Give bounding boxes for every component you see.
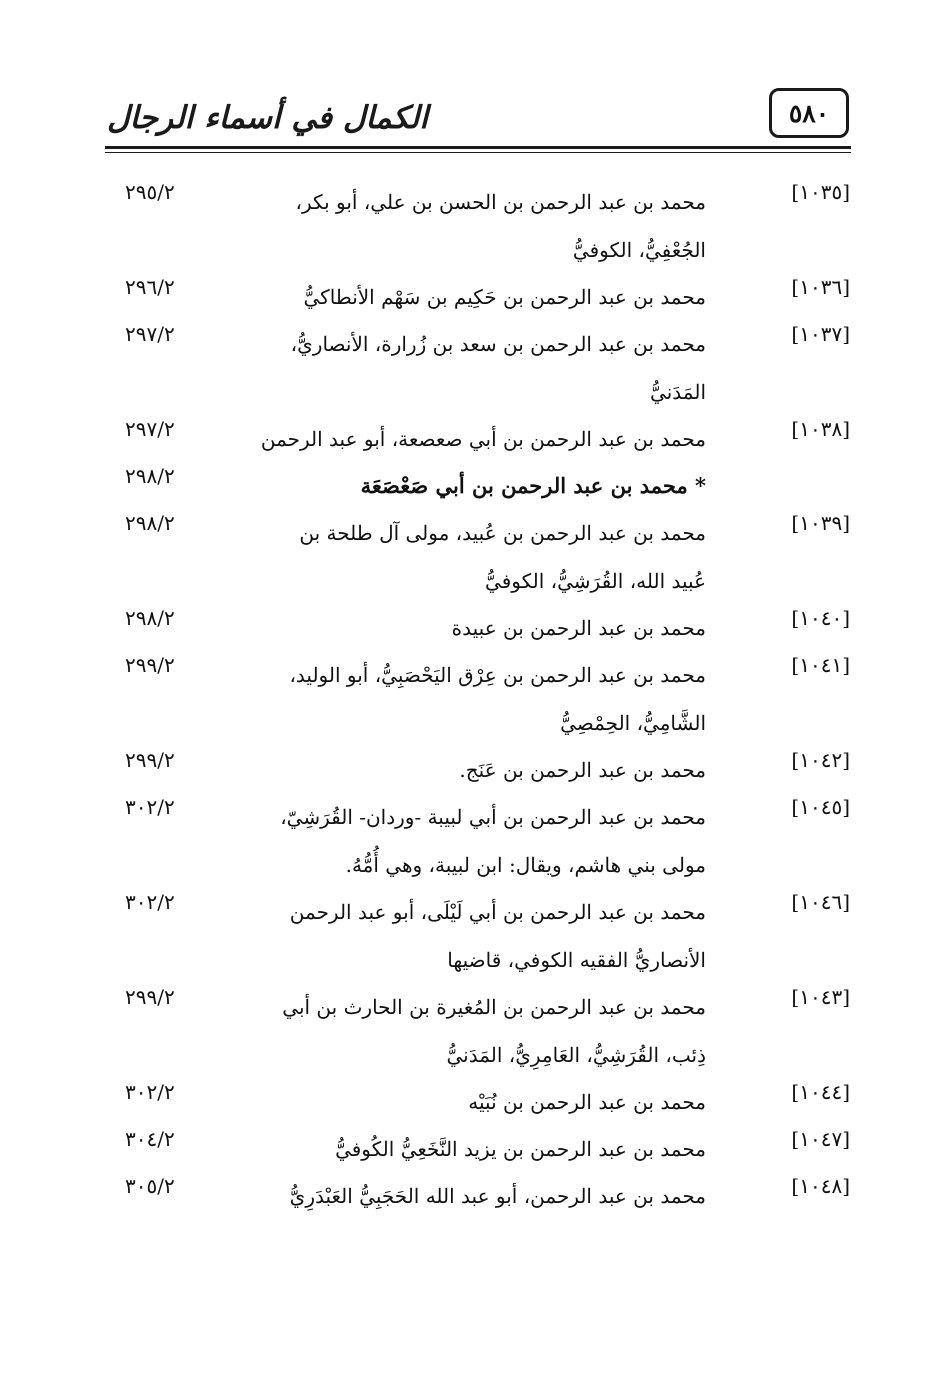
entry-reference: ٢٩٩/٢: [125, 653, 175, 677]
entry-reference: ٢٩٨/٢: [125, 464, 175, 488]
entry-name: [286, 1078, 706, 1126]
entry-name-line: محمد بن عبد الرحمن بن المُغيرة بن الحارث بن أبي: [282, 995, 706, 1019]
entry-number: [١٠٤٦]: [791, 890, 850, 914]
entry-name-line: محمد بن عبد الرحمن بن يزيد النَّخَعِيُّ الكُوفيُّ: [335, 1137, 706, 1161]
entry-name: [260, 415, 706, 463]
entry-name-line: محمد بن عبد الرحمن، أبو عبد الله الحَجَبِيُّ العَبْدَرِيُّ: [289, 1184, 706, 1208]
entry: [115, 1172, 850, 1219]
entry-name: [286, 651, 706, 747]
entry-name-line: محمد بن عبد الرحمن بن عبيدة: [451, 616, 706, 640]
entry-number: [١٠٤٣]: [791, 985, 850, 1009]
entry-name-line: محمد بن عبد الرحمن بن سعد بن زُرارة، الأنصاريُّ،: [290, 332, 706, 356]
entry-reference: ٣٠٢/٢: [125, 1080, 175, 1104]
entry-reference: ٢٩٩/٢: [125, 748, 175, 772]
entry-name: [286, 888, 706, 984]
entry-name: [286, 1125, 706, 1173]
entry-number: [١٠٣٧]: [791, 322, 850, 346]
entry-number: [١٠٣٥]: [791, 180, 850, 204]
entry-reference: ٣٠٤/٢: [125, 1127, 175, 1151]
entry-name: [286, 178, 706, 274]
entry-number: [١٠٤٠]: [791, 606, 850, 630]
entry-reference: ٢٩٨/٢: [125, 511, 175, 535]
entry-reference: ٣٠٢/٢: [125, 890, 175, 914]
entry-name-line: محمد بن عبد الرحمن بن أبي لَيْلَى، أبو عبد الرحمن: [289, 900, 706, 924]
entry-name: [280, 793, 706, 889]
entry-name: [286, 509, 706, 605]
entry-name-line: محمد بن عبد الرحمن بن نُبَيْه: [468, 1090, 706, 1114]
entry: [115, 793, 850, 888]
entry: [115, 178, 850, 273]
entry-reference: ٣٠٢/٢: [125, 795, 175, 819]
entry-name-line: * محمد بن عبد الرحمن بن أبي صَعْصَعَة: [360, 473, 706, 498]
entry-reference: ٢٩٩/٢: [125, 985, 175, 1009]
entry-name: [286, 320, 706, 416]
entry-reference: ٢٩٧/٢: [125, 417, 175, 441]
entry-reference: ٢٩٨/٢: [125, 606, 175, 630]
entry-reference: ٢٩٥/٢: [125, 180, 175, 204]
entry-reference: ٢٩٧/٢: [125, 322, 175, 346]
entry-name: [286, 746, 706, 794]
entry-reference: ٢٩٦/٢: [125, 275, 175, 299]
entry-name-line: محمد بن عبد الرحمن بن عُبيد، مولى آل طلحة بن: [299, 521, 706, 545]
entry: [115, 983, 850, 1078]
header-rule-thick: [105, 146, 851, 149]
entry-number: [١٠٤٥]: [791, 795, 850, 819]
entry-name: [282, 983, 706, 1079]
entry-name-line: ذِئب، القُرَشِيُّ، العَامِرِيُّ، المَدَنيُّ: [446, 1043, 706, 1067]
entry-number: [١٠٤١]: [791, 653, 850, 677]
page-number: ٥٨٠: [788, 98, 830, 128]
entry-number: [١٠٤٢]: [791, 748, 850, 772]
entry-number: [١٠٣٦]: [791, 275, 850, 299]
entry-name-line: محمد بن عبد الرحمن بن عِرْق اليَحْصَبِيُّ، أبو الوليد،: [289, 663, 706, 687]
entry: [115, 415, 850, 462]
page-number-box: [769, 88, 849, 138]
entry-name-line: الأنصاريُّ الفقيه الكوفي، قاضيها: [447, 948, 706, 972]
entry-name: [286, 273, 706, 321]
entry-number: [١٠٤٧]: [791, 1127, 850, 1151]
entry-number: [١٠٤٨]: [791, 1174, 850, 1198]
entry: [115, 888, 850, 983]
entry-number: [١٠٣٩]: [791, 511, 850, 535]
entry-name-line: محمد بن عبد الرحمن بن أبي لبيبة -وردان- القُرَشِيّ،: [280, 805, 706, 829]
entry: [115, 509, 850, 604]
header-rule-thin: [105, 152, 851, 153]
book-title: الكمال في أسماء الرجال: [107, 100, 428, 136]
entry: [115, 320, 850, 415]
entry: [115, 1078, 850, 1125]
entry-name: [286, 604, 706, 652]
entry: [115, 273, 850, 320]
entry-name-line: محمد بن عبد الرحمن بن الحسن بن علي، أبو بكر،: [295, 190, 706, 214]
entry-reference: ٣٠٥/٢: [125, 1174, 175, 1198]
entry-name-line: الجُعْفِيُّ، الكوفيُّ: [572, 238, 706, 262]
entry-name: [286, 1172, 706, 1220]
entry-name-line: الشَّامِيُّ، الحِمْصِيُّ: [560, 711, 706, 735]
entry-name-line: محمد بن عبد الرحمن بن عَنَج.: [459, 758, 706, 782]
entry-name-line: محمد بن عبد الرحمن بن أبي صعصعة، أبو عبد الرحمن: [260, 427, 706, 451]
entry-number: [١٠٣٨]: [791, 417, 850, 441]
entry: [115, 746, 850, 793]
entry-name-line: مولى بني هاشم، ويقال: ابن لبيبة، وهي أُمُّهُ.: [345, 853, 706, 877]
entry: [115, 1125, 850, 1172]
entry-number: [١٠٤٤]: [791, 1080, 850, 1104]
page-header: [105, 88, 851, 156]
entry-list: [115, 178, 850, 1219]
entry: [115, 651, 850, 746]
entry: [115, 604, 850, 651]
entry-name-line: محمد بن عبد الرحمن بن حَكِيم بن سَهْم الأنطاكيُّ: [303, 285, 706, 309]
entry-name-line: عُبيد الله، القُرَشِيُّ، الكوفيُّ: [485, 569, 706, 593]
entry-name-line: المَدَنيُّ: [650, 380, 706, 404]
entry-name: [286, 462, 706, 510]
entry-cross-reference: [115, 462, 850, 509]
